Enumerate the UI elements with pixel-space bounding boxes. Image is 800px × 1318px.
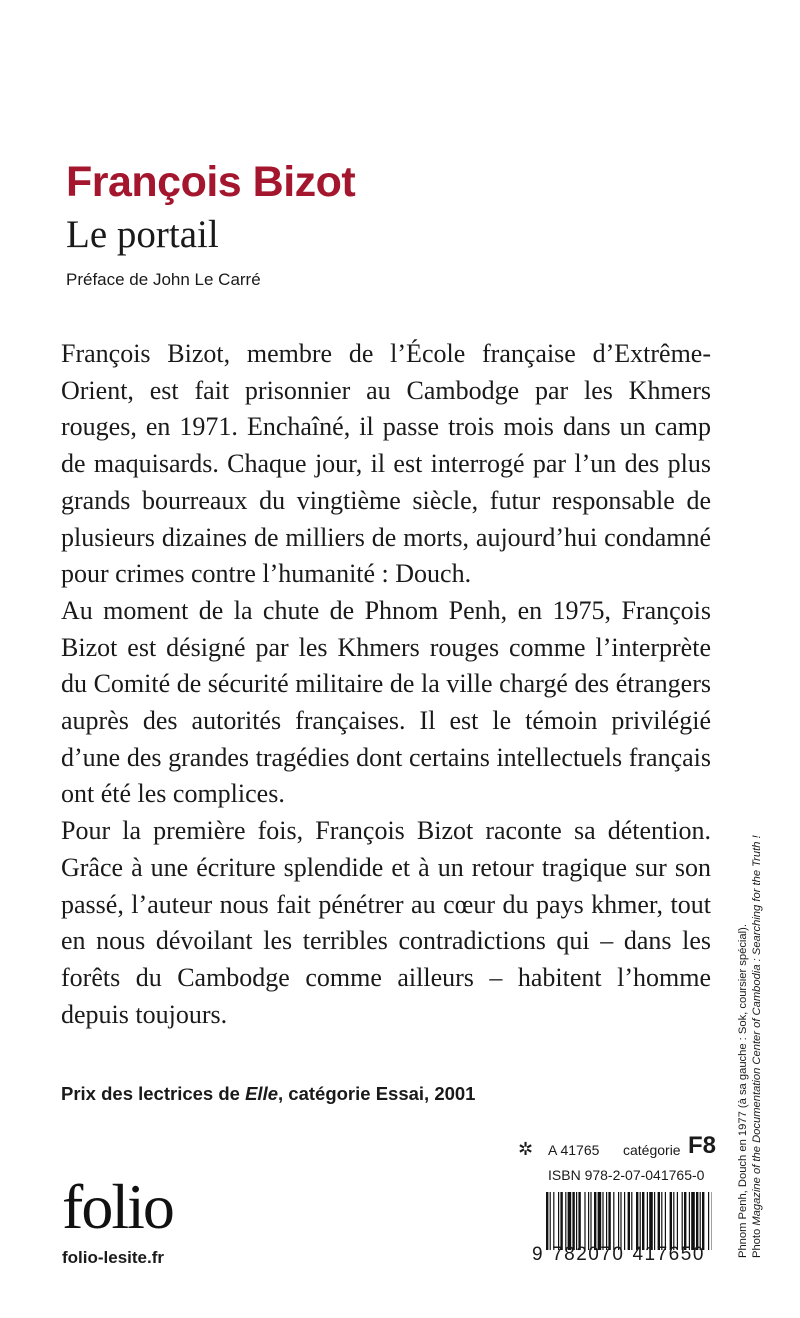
folio-logo: folio (62, 1171, 173, 1242)
star-icon: ✲ (518, 1139, 534, 1159)
barcode-bar (608, 1192, 610, 1250)
barcode-bar (584, 1192, 585, 1250)
photo-credit-line-1: Phnom Penh, Douch en 1977 (à sa gauche : Sok, coursier spécial). (737, 924, 749, 1258)
category-value: F8 (688, 1132, 717, 1159)
barcode-bar (618, 1192, 619, 1250)
barcode-bar (602, 1192, 603, 1250)
barcode-bar (700, 1192, 701, 1250)
back-cover-blurb (61, 336, 711, 1033)
barcode-bar (665, 1192, 666, 1250)
barcode-bar (628, 1192, 630, 1250)
barcode-bar (606, 1192, 607, 1250)
blurb-paragraph-2: Au moment de la chute de Phnom Penh, en 1975, François Bizot est désigné par les Khmers rouges comme l’interprète du Comité de sécurité militaire de la ville chargé des étrangers auprès des autorités françaises. Il est le témoin privilégié d’une des grandes tragédies dont certains intellectuels français ont été les complices. (61, 595, 711, 809)
barcode-bar (661, 1192, 662, 1250)
barcode-bar (670, 1192, 672, 1250)
prize-suffix: , catégorie Essai, 2001 (278, 1083, 476, 1104)
isbn-number: ISBN 978-2-07-041765-0 (548, 1167, 705, 1183)
barcode-bar (598, 1192, 602, 1250)
barcode-bar (631, 1192, 632, 1250)
category-label: catégorie (623, 1142, 681, 1158)
barcode-bar (588, 1192, 589, 1250)
barcode-group-2: 417650 (632, 1244, 705, 1265)
prize-line (61, 1083, 475, 1105)
barcode-lead-digit: 9 (532, 1244, 545, 1265)
publisher-website: folio-lesite.fr (62, 1248, 165, 1267)
blurb-paragraph-1: François Bizot, membre de l’École française d’Extrême-Orient, est fait prisonnier au Cambodge par les Khmers rouges, en 1971. Enchaîné, il passe trois mois dans un camp de maquisards. Chaque jour, il est interrogé par l’un des plus grands bourreaux du vingtième siècle, futur responsable de plusieurs dizaines de milliers de morts, aujourd’hui condamné pour crimes contre l’humanité : Douch. (61, 339, 711, 589)
barcode-bar (677, 1192, 678, 1250)
barcode-bar (647, 1192, 648, 1250)
book-title: Le portail (66, 213, 219, 256)
photo-credit-prefix: Photo (751, 1225, 763, 1258)
barcode-bar (642, 1192, 644, 1250)
barcode-bar (590, 1192, 591, 1250)
barcode-bar (702, 1192, 704, 1250)
catalog-code: A 41765 (548, 1142, 600, 1158)
barcode-bar (578, 1192, 580, 1250)
barcode-bar (691, 1192, 695, 1250)
barcode-group-1: 782070 (552, 1244, 625, 1265)
photo-credit-line-2 (750, 698, 764, 1258)
barcode-bar (682, 1192, 683, 1250)
author-name: François Bizot (66, 158, 356, 206)
barcode-bar (550, 1192, 551, 1250)
barcode-bar (613, 1192, 614, 1250)
barcode-bar (553, 1192, 554, 1250)
barcode-bar (624, 1192, 625, 1250)
barcode-bar (684, 1192, 686, 1250)
barcode-bar (546, 1192, 548, 1250)
barcode-bar (654, 1192, 655, 1250)
prize-magazine: Elle (245, 1083, 279, 1104)
barcode-bar (640, 1192, 641, 1250)
barcode-bar (576, 1192, 577, 1250)
barcode-bar (565, 1192, 566, 1250)
photo-credit-source: Magazine of the Documentation Center of Cambodia : Searching for the Truth ! (751, 835, 763, 1226)
barcode-bar (572, 1192, 574, 1250)
barcode-bar (673, 1192, 674, 1250)
barcode-bar (696, 1192, 698, 1250)
barcode-bar (620, 1192, 621, 1250)
barcode-bar (636, 1192, 638, 1250)
barcode-bar (689, 1192, 690, 1250)
barcode (546, 1192, 712, 1250)
barcode-bar (558, 1192, 559, 1250)
blurb-paragraph-3: Pour la première fois, François Bizot raconte sa détention. Grâce à une écriture splendide et à un retour tragique sur son passé, l’auteur nous fait pénétrer au cœur du pays khmer, tout en nous dévoilant les terribles contradictions qui – dans les forêts du Cambodge comme ailleurs – habitent l’homme depuis toujours. (61, 816, 711, 1029)
preface-credit: Préface de John Le Carré (66, 270, 261, 289)
barcode-digits (532, 1244, 716, 1266)
barcode-bar (560, 1192, 562, 1250)
photo-credit (736, 698, 764, 1258)
barcode-bar (594, 1192, 596, 1250)
barcode-bar (658, 1192, 660, 1250)
barcode-bar (649, 1192, 653, 1250)
barcode-bar (708, 1192, 709, 1250)
barcode-bar (568, 1192, 572, 1250)
prize-prefix: Prix des lectrices de (61, 1083, 246, 1104)
